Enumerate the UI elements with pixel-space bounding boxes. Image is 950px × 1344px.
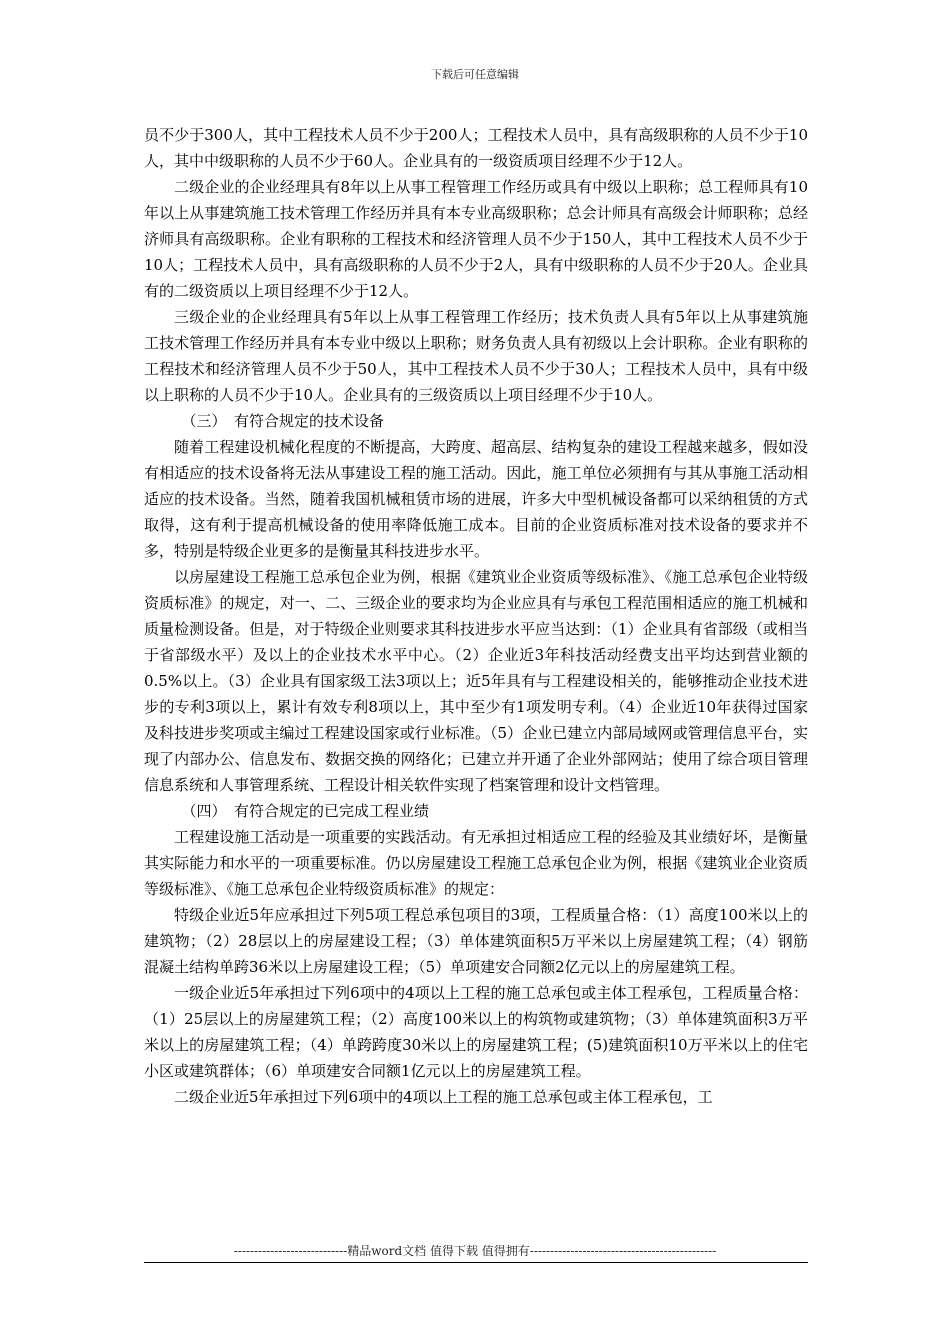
paragraph-2: 二级企业的企业经理具有8年以上从事工程管理工作经历或具有中级以上职称；总工程师具有10年以上从事建筑施工技术管理工作经历并具有本专业高级职称；总会计师具有高级会计师职称；总经济师具有高级职称。企业有职称的工程技术和经济管理人员不少于150人，其中工程技术人员不少于10人；工程技术人员中，具有高级职称的人员不少于2人，具有中级职称的人员不少于20人。企业具有的二级资质以上项目经理不少于12人。 (144, 178, 808, 300)
paragraph-8: 一级企业近5年承担过下列6项中的4项以上工程的施工总承包或主体工程承包，工程质量合格：（1）25层以上的房屋建筑工程；（2）高度100米以上的构筑物或建筑物；（3）单体建筑面积3万平米以上的房屋建筑工程；（4）单跨跨度30米以上的房屋建筑工程；(5)建筑面积10万平米以上的住宅小区或建筑群体；（6）单项建安合同额1亿元以上的房屋建筑工程。 (144, 984, 808, 1080)
paragraph-9: 二级企业近5年承担过下列6项中的4项以上工程的施工总承包或主体工程承包，工 (174, 1088, 713, 1106)
footer-divider (144, 1262, 808, 1263)
paragraph-7: 特级企业近5年应承担过下列5项工程总承包项目的3项，工程质量合格：（1）高度100米以上的建筑物；（2）28层以上的房屋建设工程；（3）单体建筑面积5万平米以上房屋建筑工程；（4）钢筋混凝土结构单跨36米以上房屋建设工程；（5）单项建安合同额2亿元以上的房屋建筑工程。 (144, 906, 808, 976)
paragraph-5: 以房屋建设工程施工总承包企业为例，根据《建筑业企业资质等级标准》、《施工总承包企业特级资质标准》的规定，对一、二、三级企业的要求均为企业应具有与承包工程范围相适应的施工机械和质量检测设备。但是，对于特级企业则要求其科技进步水平应当达到：（1）企业具有省部级（或相当于省部级水平）及以上的企业技术水平中心。（2）企业近3年科技活动经费支出平均达到营业额的0.5%以上。（3）企业具有国家级工法3项以上；近5年具有与工程建设相关的，能够推动企业技术进步的专利3项以上，累计有效专利8项以上，其中至少有1项发明专利。（4）企业近10年获得过国家及科技进步奖项或主编过工程建设国家或行业标准。（5）企业已建立内部局域网或管理信息平台，实现了内部办公、信息发布、数据交换的网络化；已建立并开通了企业外部网站；使用了综合项目管理信息系统和人事管理系统、工程设计相关软件实现了档案管理和设计文档管理。 (144, 568, 808, 794)
paragraph-4: 随着工程建设机械化程度的不断提高，大跨度、超高层、结构复杂的建设工程越来越多，假如没有相适应的技术设备将无法从事建设工程的施工活动。因此，施工单位必须拥有与其从事施工活动相适应的技术设备。当然，随着我国机械租赁市场的进展，许多大中型机械设备都可以采纳租赁的方式取得，这有利于提高机械设备的使用率降低施工成本。目前的企业资质标准对技术设备的要求并不多，特别是特级企业更多的是衡量其科技进步水平。 (144, 438, 808, 560)
section-heading-4: （四） 有符合规定的已完成工程业绩 (181, 802, 430, 820)
document-body (144, 122, 808, 1110)
paragraph-6: 工程建设施工活动是一项重要的实践活动。有无承担过相适应工程的经验及其业绩好坏，是衡量其实际能力和水平的一项重要标准。仍以房屋建设工程施工总承包企业为例，根据《建筑业企业资质等级标准》、《施工总承包企业特级资质标准》的规定： (144, 828, 808, 898)
page-footer: ----------------------------精品word文档 值得下载 值得拥有---------------------------------------------- (233, 1244, 717, 1258)
section-heading-3: （三） 有符合规定的技术设备 (181, 412, 385, 430)
paragraph-3: 三级企业的企业经理具有5年以上从事工程管理工作经历；技术负责人具有5年以上从事建筑施工技术管理工作经历并具有本专业中级以上职称；财务负责人具有初级以上会计职称。企业有职称的工程技术和经济管理人员不少于50人，其中工程技术人员不少于30人；工程技术人员中，具有中级以上职称的人员不少于10人。企业具有的三级资质以上项目经理不少于10人。 (144, 308, 808, 404)
page-header: 下载后可任意编辑 (431, 68, 519, 81)
paragraph-1: 员不少于300人，其中工程技术人员不少于200人；工程技术人员中，具有高级职称的人员不少于10人，其中中级职称的人员不少于60人。企业具有的一级资质项目经理不少于12人。 (144, 126, 808, 170)
